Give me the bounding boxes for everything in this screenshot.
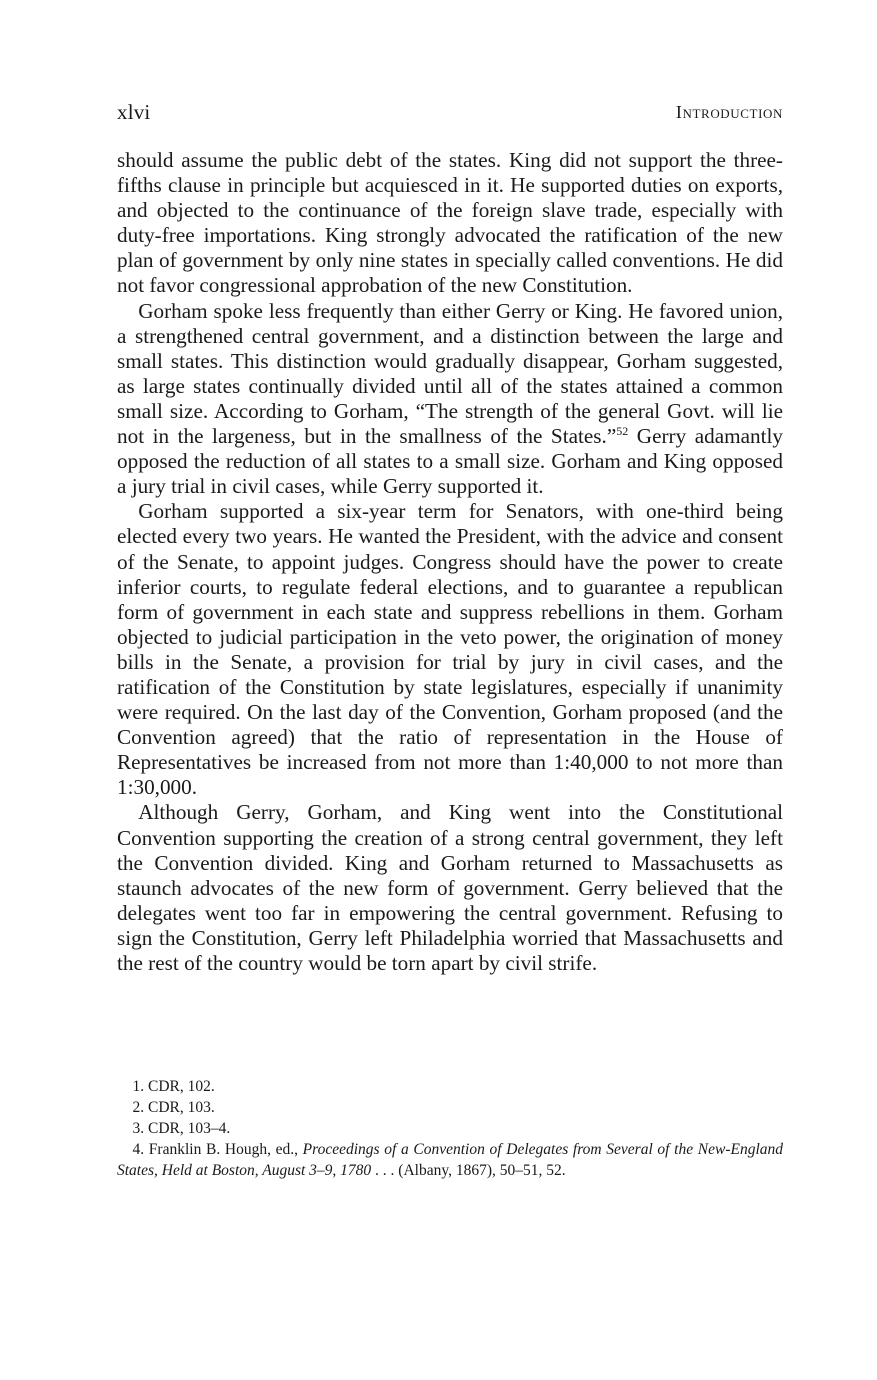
- paragraph-text: Gorham supported a six-year term for Senators, with one-third being elected every two years. He wanted the President, with the advice and consent of the Senate, to appoint judges. Congress should have the power to create inferior courts, to regulate federal elections, and to guarantee a republican form of government in each state and suppress rebellions in them. Gorham objected to judicial participation in the veto power, the origination of money bills in the Senate, a provision for trial by jury in civil cases, and the ratification of the Constitution by state legislatures, especially if unanimity were required. On the last day of the Convention, Gorham proposed (and the Convention agreed) that the ratio of representation in the House of Representatives be increased from not more than 1:40,000 to not more than 1:30,000.: [117, 499, 783, 800]
- footnote: [117, 1139, 783, 1181]
- paragraph-text: Gorham spoke less frequently than either Gerry or King. He favored union, a strengthened central government, and a distinction between the large and small states. This distinction would gradually disappear, Gorham suggested, as large states continually divided until all of the states attained a common small size. According to Gorham, “The strength of the general Govt. will lie not in the largeness, but in the smallness of the States.”: [117, 298, 783, 449]
- footnote: [117, 1097, 783, 1118]
- paragraph: [117, 499, 783, 800]
- paragraph: [117, 299, 783, 500]
- paragraph-text: Gerry adamantly opposed the reduction of all states to a small size. Gorham and King opposed a jury trial in civil cases, while Gerry supported it.: [117, 424, 783, 499]
- footnote: [117, 1076, 783, 1097]
- footnote: [117, 1118, 783, 1139]
- footnote-title: Proceedings of a Convention of Delegates from Several of the New-England States, Held at Boston, August 3–9, 1780: [117, 1141, 784, 1179]
- paragraph-text: should assume the public debt of the states. King did not support the three-fifths clause in principle but acquiesced in it. He supported duties on exports, and objected to the continuance of the foreign slave trade, especially with duty-free importations. King strongly advocated the ratification of the new plan of government by only nine states in specially called conventions. He did not favor congressional approbation of the new Constitution.: [117, 148, 783, 298]
- page-number: xlvi: [117, 100, 151, 124]
- paragraph: [117, 148, 783, 299]
- footnote-number: 4.: [132, 1141, 145, 1158]
- footnote-number: 3.: [132, 1120, 145, 1137]
- paragraph: [117, 800, 783, 976]
- footnote-citation: . . . (Albany, 1867), 50–51, 52.: [375, 1162, 566, 1179]
- body-text: [117, 148, 783, 976]
- footnote-text: CDR, 103–4.: [148, 1120, 231, 1137]
- section-title: Introduction: [675, 102, 783, 122]
- footnote-text: CDR, 102.: [148, 1078, 215, 1095]
- footnote-number: 2.: [132, 1099, 145, 1116]
- paragraph-text: Although Gerry, Gorham, and King went into the Constitutional Convention supporting the creation of a strong central government, they left the Convention divided. King and Gorham returned to Massachusetts as staunch advocates of the new form of government. Gerry believed that the delegates went too far in empowering the central government. Refusing to sign the Constitution, Gerry left Philadelphia worried that Massachusetts and the rest of the country would be torn apart by civil strife.: [117, 800, 783, 975]
- footnote-number: 1.: [132, 1078, 145, 1095]
- running-head: [117, 100, 783, 128]
- footnotes: [117, 1076, 783, 1181]
- footnote-text: CDR, 103.: [148, 1099, 215, 1116]
- footnote-reference: 52: [616, 423, 629, 438]
- footnote-author: Franklin B. Hough, ed.,: [148, 1141, 298, 1158]
